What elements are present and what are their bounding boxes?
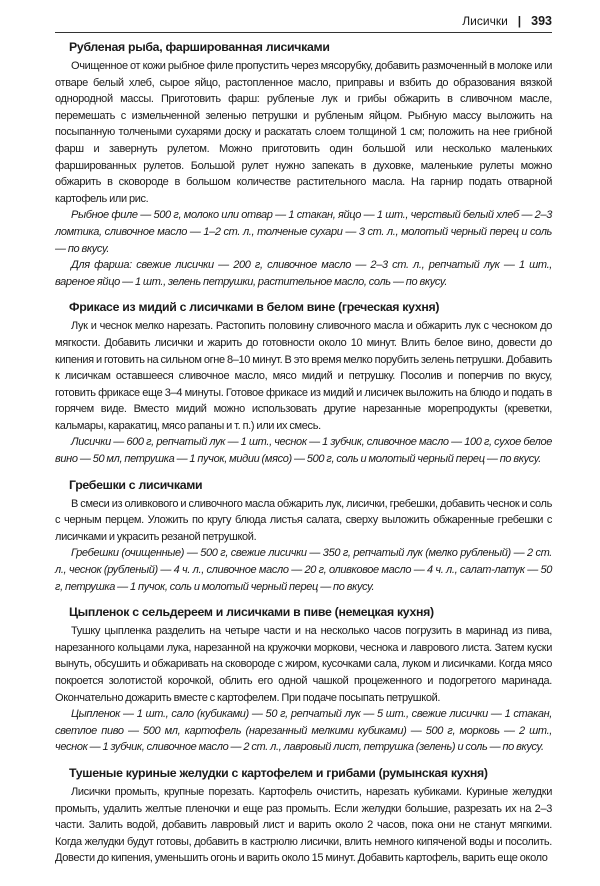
running-header [55, 10, 552, 33]
recipe-chicken-in-beer [55, 604, 552, 756]
running-header-section: Лисички [462, 14, 508, 28]
recipe-chicken-gizzards [55, 765, 552, 867]
recipe-method: Лисички промыть, крупные порезать. Картофель очистить, нарезать кубиками. Куриные желудки промыть, удалить желтые пленочки и еще раз промыть. Если желудки большие, разрезать их на 2–3 части. Залить водой, добавить лавровый лист и варить около 2 часов, пока они не станут мягкими. Когда желудки будут готовы, добавить в кастрюлю лисички, влить немного кипяченой воды и посолить. Довести до кипения, уменьшить огонь и варить около 15 минут. Добавить картофель, варить еще около [55, 785, 552, 865]
recipe-ingredients: Гребешки (очищенные) — 500 г, свежие лисички — 350 г, репчатый лук (мелко рубленый) — 2 ст. л., чеснок (рубленый) — 4 ч. л., сливочное масло — 20 г, оливковое масло — 4 ч. л., салат-латук — 50 г, петрушка — 1 пучок, соль и молотый черный перец — по вкусу. [55, 547, 552, 593]
recipe-mussel-fricassee [55, 299, 552, 467]
header-separator: | [517, 14, 522, 28]
recipe-title: Фрикасе из мидий с лисичками в белом вине (греческая кухня) [69, 300, 440, 315]
recipe-ingredients: Рыбное филе — 500 г, молоко или отвар — 1 стакан, яйцо — 1 шт., черствый белый хлеб — 2–3 ломтика, сливочное масло — 1–2 ст. л., толченые сухари — 3 ст. л., молотый черный перец и соль — по вкусу. [55, 209, 552, 255]
recipe-ingredients: Лисички — 600 г, репчатый лук — 1 шт., чеснок — 1 зубчик, сливочное масло — 100 г, сухое белое вино — 50 мл, петрушка — 1 пучок, мидии (мясо) — 500 г, соль и молотый черный перец — по вкусу. [55, 436, 552, 466]
page-number: 393 [531, 14, 552, 28]
recipe-filling-ingredients: Для фарша: свежие лисички — 200 г, сливочное масло — 2–3 ст. л., репчатый лук — 1 шт., вареное яйцо — 1 шт., зелень петрушки, растительное масло, соль — по вкусу. [55, 259, 552, 288]
recipe-method: Тушку цыпленка разделить на четыре части и на несколько часов погрузить в маринад из пива, нарезанного кольцами лука, нарезанной на кружочки моркови, чеснока и лаврового листа. Затем куски вынуть, обсушить и обжаривать на сковороде с жиром, кусочками сала, луком и лисичками. Когда мясо покроется золотистой корочкой, облить его одной чашкой процеженного и подогретого маринада. Окончательно дожарить вместе с картофелем. При подаче посыпать петрушкой. [55, 625, 552, 704]
recipe-title: Цыпленок с сельдереем и лисичками в пиве (немецкая кухня) [69, 605, 434, 620]
recipe-title: Гребешки с лисичками [69, 477, 203, 492]
recipe-method: В смеси из оливкового и сливочного масла обжарить лук, лисички, гребешки, добавить чеснок и соль с черным перцем. Уложить по кругу блюда листья салата, сверху выложить обжаренные гребешки с лисичками и украсить резаной петрушкой. [55, 497, 552, 543]
recipe-scallops [55, 477, 552, 596]
recipe-method: Очищенное от кожи рыбное филе пропустить через мясорубку, добавить размоченный в молоке или отваре белый хлеб, сырое яйцо, растопленное масло, приправы и взбить до образования вязкой однородной массы. Приготовить фарш: рубленые лук и грибы обжарить в сливочном масле, перемешать с измельченной зеленью петрушки и рубленым яйцом. Рыбную массу выложить на посыпанную толчеными сухарями доску и раскатать слоем толщиной 1 см; положить на нее грибной фарш и завернуть рулетом. Можно приготовить один большой или несколько маленьких фаршированных рулетов. Большой рулет нужно запекать в духовке, маленькие рулеты можно обжарить в сковороде в большом количестве растительного масла. На гарнир подать отварной картофель или рис. [55, 60, 552, 205]
recipe-chopped-fish [55, 39, 552, 290]
recipe-method: Лук и чеснок мелко нарезать. Растопить половину сливочного масла и обжарить лук с чесноком до мягкости. Добавить лисички и жарить до готовности около 10 минут. Влить белое вино, довести до кипения и готовить на сильном огне 8–10 минут. В это время мелко порубить зелень петрушки. Добавить к лисичкам оставшееся сливочное масло, мясо мидий и петрушку. Посолив и поперчив по вкусу, готовить фрикасе еще 3–4 минуты. Готовое фрикасе из мидий и лисичек выложить на блюдо и подать в горячем виде. Вместо мидий можно использовать другие нарезанные морепродукты (креветки, кальмары, каракатиц, мясо рапаны и т. п.) или их смесь. [55, 320, 552, 432]
recipe-ingredients: Цыпленок — 1 шт., сало (кубиками) — 50 г, репчатый лук — 5 шт., свежие лисички — 1 стакан, светлое пиво — 500 мл, картофель (нарезанный мелкими кубиками) — 500 г, морковь — 2 шт., чеснок — 1 зубчик, сливочное масло — 2 ст. л., лавровый лист, петрушка (зелень) и соль — по вкусу. [55, 708, 552, 754]
recipe-title: Тушеные куриные желудки с картофелем и грибами (румынская кухня) [69, 765, 488, 780]
recipe-title: Рубленая рыба, фаршированная лисичками [69, 40, 330, 54]
